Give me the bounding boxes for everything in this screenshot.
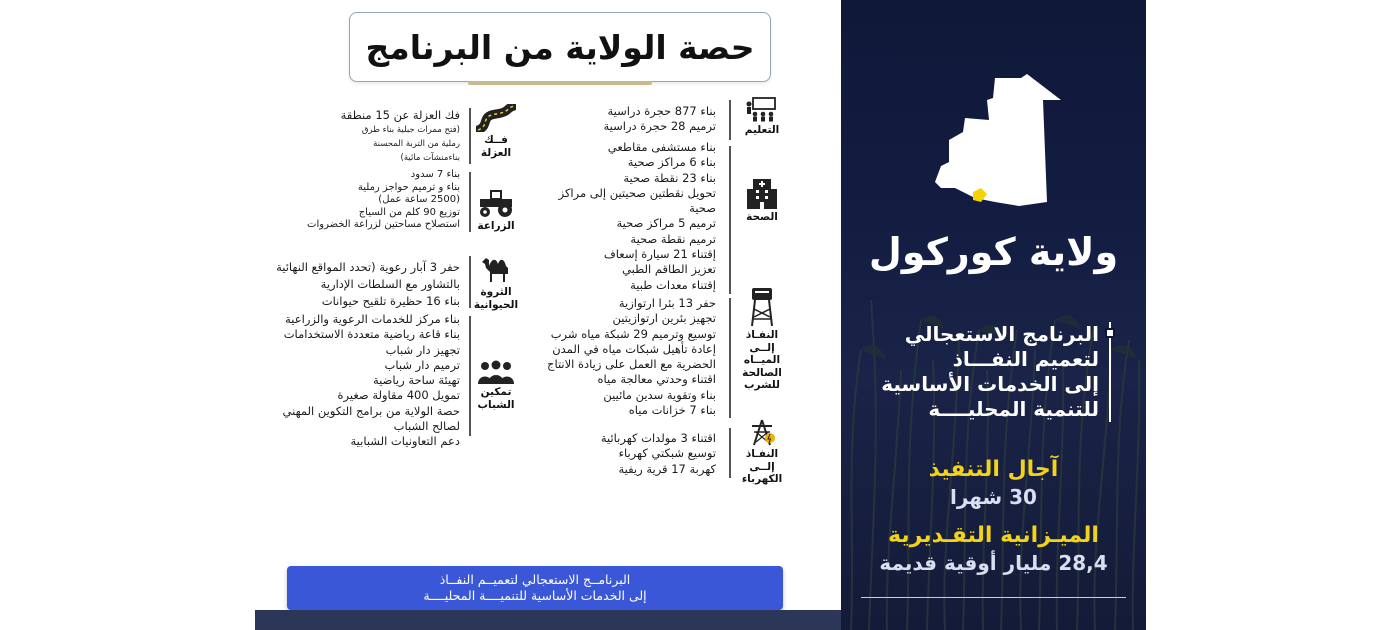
sector-label: الحيوانية — [473, 298, 519, 311]
list-note: (فتح ممرات جبلية بناء طرق — [361, 125, 460, 136]
list-item: (2500 ساعة عمل) — [378, 194, 460, 205]
list-item: حفر 13 بئرا ارتوازية — [618, 296, 716, 310]
list-item: دعم التعاونيات الشبابية — [350, 434, 460, 449]
duration-value: 30 شهرا — [950, 485, 1037, 509]
youth-group-icon — [477, 360, 515, 384]
sector-electricity — [737, 418, 787, 486]
divider-line — [469, 256, 471, 308]
duration-label: آجال التنفيذ — [928, 457, 1059, 482]
isolation-items — [341, 108, 460, 165]
wilaya-title: ولاية كوركول — [868, 230, 1119, 274]
divider-line — [729, 428, 731, 478]
sector-youth — [473, 360, 519, 411]
divider-line — [729, 100, 731, 140]
page-title: حصة الولاية من البرنامج — [365, 27, 755, 67]
list-item: بالتشاور مع السلطات الإدارية — [320, 277, 460, 291]
divider-line — [469, 108, 471, 164]
list-item: تجهيز بئرين ارتوازيتين — [612, 311, 716, 326]
sector-label: الصحة — [746, 211, 778, 223]
list-item: توسيع وترميم 29 شبكة مياه شرب — [550, 326, 716, 341]
list-item: لصالح الشباب — [393, 419, 460, 434]
program-line: البرنامج الاستعجالي — [904, 322, 1099, 346]
budget-value: 28,4 مليار أوقية قديمة — [879, 551, 1108, 575]
list-item: بناء 7 خزانات مياه — [628, 403, 716, 418]
right-panel — [841, 0, 1146, 630]
power-pylon-icon — [748, 418, 776, 446]
list-item: حصة الولاية من برامج التكوين المهني — [282, 403, 460, 418]
sector-label: الصالحة — [742, 366, 782, 379]
program-line: إلى الخدمات الأساسية — [881, 372, 1099, 396]
sector-livestock — [473, 252, 519, 311]
list-item: تعزيز الطاقم الطبي — [622, 262, 716, 277]
budget-block — [841, 522, 1146, 576]
sector-label: الشباب — [477, 398, 515, 411]
divider-line — [729, 298, 731, 418]
list-item: فك العزلة عن 15 منطقة — [340, 108, 460, 122]
list-item: اقتناء وحدتي معالجة مياه — [597, 372, 716, 387]
list-item: بناء 16 حظيرة تلقيح حيوانات — [321, 294, 460, 308]
sector-label: الزراعة — [477, 220, 515, 232]
water-tower-icon — [749, 287, 775, 327]
sector-isolation — [473, 104, 519, 159]
list-item: ترميم نقطة صحية — [630, 231, 716, 246]
education-items — [604, 104, 717, 135]
road-icon — [476, 104, 516, 132]
sector-label: إلــى — [749, 341, 775, 354]
sector-label: تمكين — [480, 386, 512, 398]
sector-label: للشرب — [744, 379, 780, 391]
list-item: حفر 3 آبار رعوية (تحدد المواقع النهائية — [276, 260, 460, 274]
list-item: بناء 23 نقطة صحية — [623, 170, 716, 185]
list-item: تمويل 400 مقاولة صغيرة — [337, 388, 460, 403]
list-item: اقتناء 3 مولدات كهربائية — [600, 431, 716, 445]
list-item: بناء مستشفى مقاطعي — [607, 140, 716, 154]
list-item: تحويل نقطتين صحيتين إلى مراكز — [558, 185, 716, 200]
budget-label: الميـزانية التقـديرية — [888, 523, 1099, 548]
list-item: بناء قاعة رياضية متعددة الاستخدامات — [283, 327, 460, 342]
list-item: بناء 877 حجرة دراسية — [607, 104, 716, 118]
list-item: بناء وتقوية سدين مائيين — [603, 387, 716, 402]
divider-line — [469, 172, 471, 232]
banner-line: البرنامــج الاستعجالي لتعميــم النفــاذ — [439, 572, 631, 587]
tractor-icon — [476, 188, 516, 218]
sector-label: النفـاذ — [745, 448, 779, 460]
mauritania-map-icon — [935, 70, 1065, 220]
sector-water — [737, 287, 787, 392]
program-line: لتعميم النفـــاذ — [952, 347, 1099, 371]
sector-label: العزلة — [480, 146, 512, 159]
list-item: ترميم 5 مراكز صحية — [616, 216, 716, 231]
sector-label: فــك — [484, 134, 508, 146]
list-item: بناء و ترميم حواجز رملية — [357, 181, 460, 193]
health-items — [559, 140, 716, 293]
agriculture-items — [307, 169, 460, 232]
sector-label: الثروة — [480, 286, 512, 298]
list-item: كهربة 17 قرية ريفية — [618, 461, 716, 476]
program-title — [871, 322, 1111, 422]
list-item: إعادة تأهيل شبكات مياه في المدن — [552, 341, 716, 356]
divider-line — [469, 316, 471, 436]
banner-line: إلى الخدمات الأساسية للتنميــــة المحليــــة — [423, 588, 647, 603]
list-item: بناء مركز للخدمات الرعوية والزراعية — [285, 312, 460, 326]
sector-label: الكهرباء — [741, 473, 783, 485]
sector-label: النفـاذ — [745, 329, 779, 341]
list-item: استصلاح مساحتين لزراعة الخضروات — [307, 219, 460, 230]
list-item: الحضرية مع العمل على زيادة الانتاج — [547, 357, 716, 372]
sector-education — [737, 96, 787, 137]
list-item: إقتناء معدات طبية — [630, 277, 716, 292]
sector-label: الميــاه — [743, 354, 781, 366]
list-item: بناء 7 سدود — [410, 169, 460, 180]
hospital-icon — [746, 175, 778, 209]
electricity-items — [601, 431, 716, 477]
list-item: صحية — [689, 201, 716, 216]
water-items — [547, 296, 716, 418]
left-panel — [255, 0, 841, 630]
program-line: للتنمية المحليــــة — [928, 397, 1099, 421]
camel-icon — [478, 252, 514, 284]
sector-health — [737, 175, 787, 224]
sector-agriculture — [473, 188, 519, 233]
title-box — [349, 12, 771, 82]
list-item: توزيع 90 كلم من السياج — [358, 206, 460, 218]
list-item: بناء 6 مراكز صحية — [627, 155, 716, 170]
list-item: تجهيز دار شباب — [385, 342, 460, 357]
duration-block — [841, 456, 1146, 510]
bullet-icon — [1105, 328, 1115, 338]
list-item: توسيع شبكتي كهرباء — [618, 446, 716, 461]
program-banner — [287, 566, 783, 610]
list-item: إقتناء 21 سيارة إسعاف — [603, 247, 716, 262]
list-item: ترميم دار شباب — [384, 357, 460, 372]
sector-label: إلــى — [749, 460, 775, 473]
livestock-items — [276, 259, 460, 310]
classroom-icon — [745, 96, 779, 122]
sector-label: التعليم — [744, 124, 780, 136]
youth-items — [283, 312, 460, 450]
list-item: ترميم 28 حجرة دراسية — [603, 119, 716, 134]
divider-line — [729, 146, 731, 294]
list-note: رملية من التربة المحسنة — [373, 139, 460, 150]
infographic-poster — [255, 0, 1146, 630]
list-item: تهيئة ساحة رياضية — [373, 373, 460, 388]
list-note: بناءمنشآت مائية) — [400, 153, 460, 164]
divider — [861, 597, 1126, 598]
bottom-strip — [255, 610, 841, 630]
